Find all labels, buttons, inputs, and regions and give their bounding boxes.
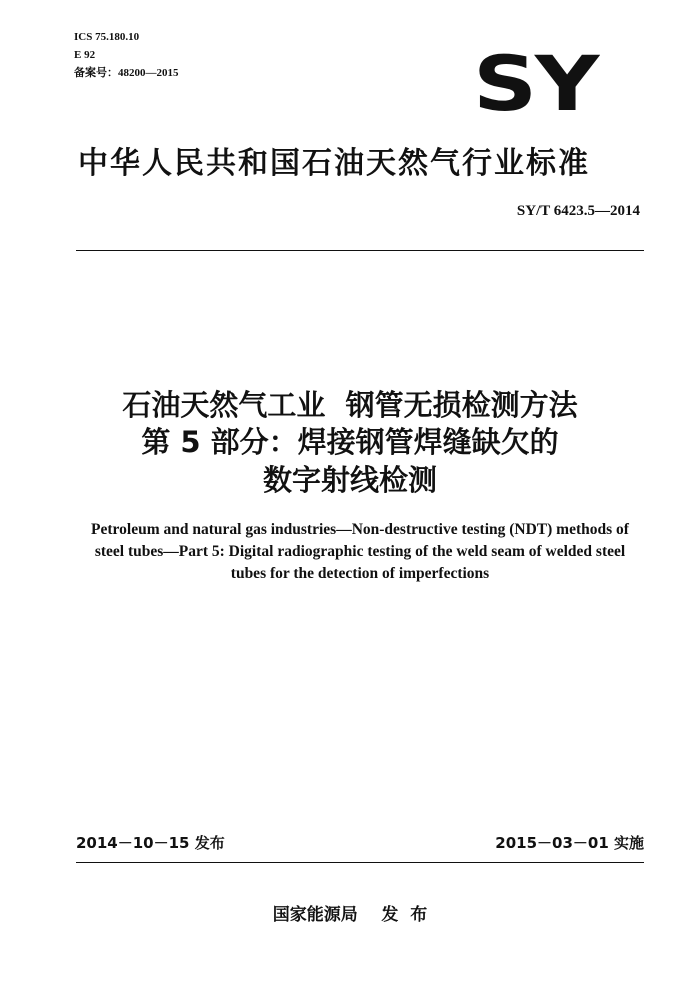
standard-organization: 中华人民共和国石油天然气行业标准 — [78, 146, 590, 181]
ccs-code: E 92 — [74, 49, 96, 61]
sy-logo — [470, 46, 600, 118]
title-english: Petroleum and natural gas industries—Non-destructive testing (NDT) methods of steel tubes—Part 5: Digital radiographic testing of the weld seam of welded steel tubes for the detection of imperfections — [91, 521, 629, 582]
standard-number: SY/T 6423.5—2014 — [516, 203, 640, 219]
title-cn-line2: 第 5 部分：焊接钢管焊缝缺欠的 — [141, 425, 559, 459]
implementation-date: 2015－03－01 实施 — [495, 834, 644, 852]
issue-date: 2014－10－15 发布 — [76, 834, 225, 852]
bottom-divider — [76, 862, 644, 863]
title-cn-line1: 石油天然气工业 钢管无损检测方法 — [122, 388, 578, 422]
ics-code: ICS 75.180.10 — [74, 31, 140, 43]
top-divider — [76, 250, 644, 251]
logo-text: SY — [473, 46, 600, 118]
title-cn-line3: 数字射线检测 — [262, 463, 437, 497]
issuing-authority: 国家能源局 发 布 — [272, 905, 428, 925]
filing-number: 备案号：48200—2015 — [74, 67, 179, 79]
